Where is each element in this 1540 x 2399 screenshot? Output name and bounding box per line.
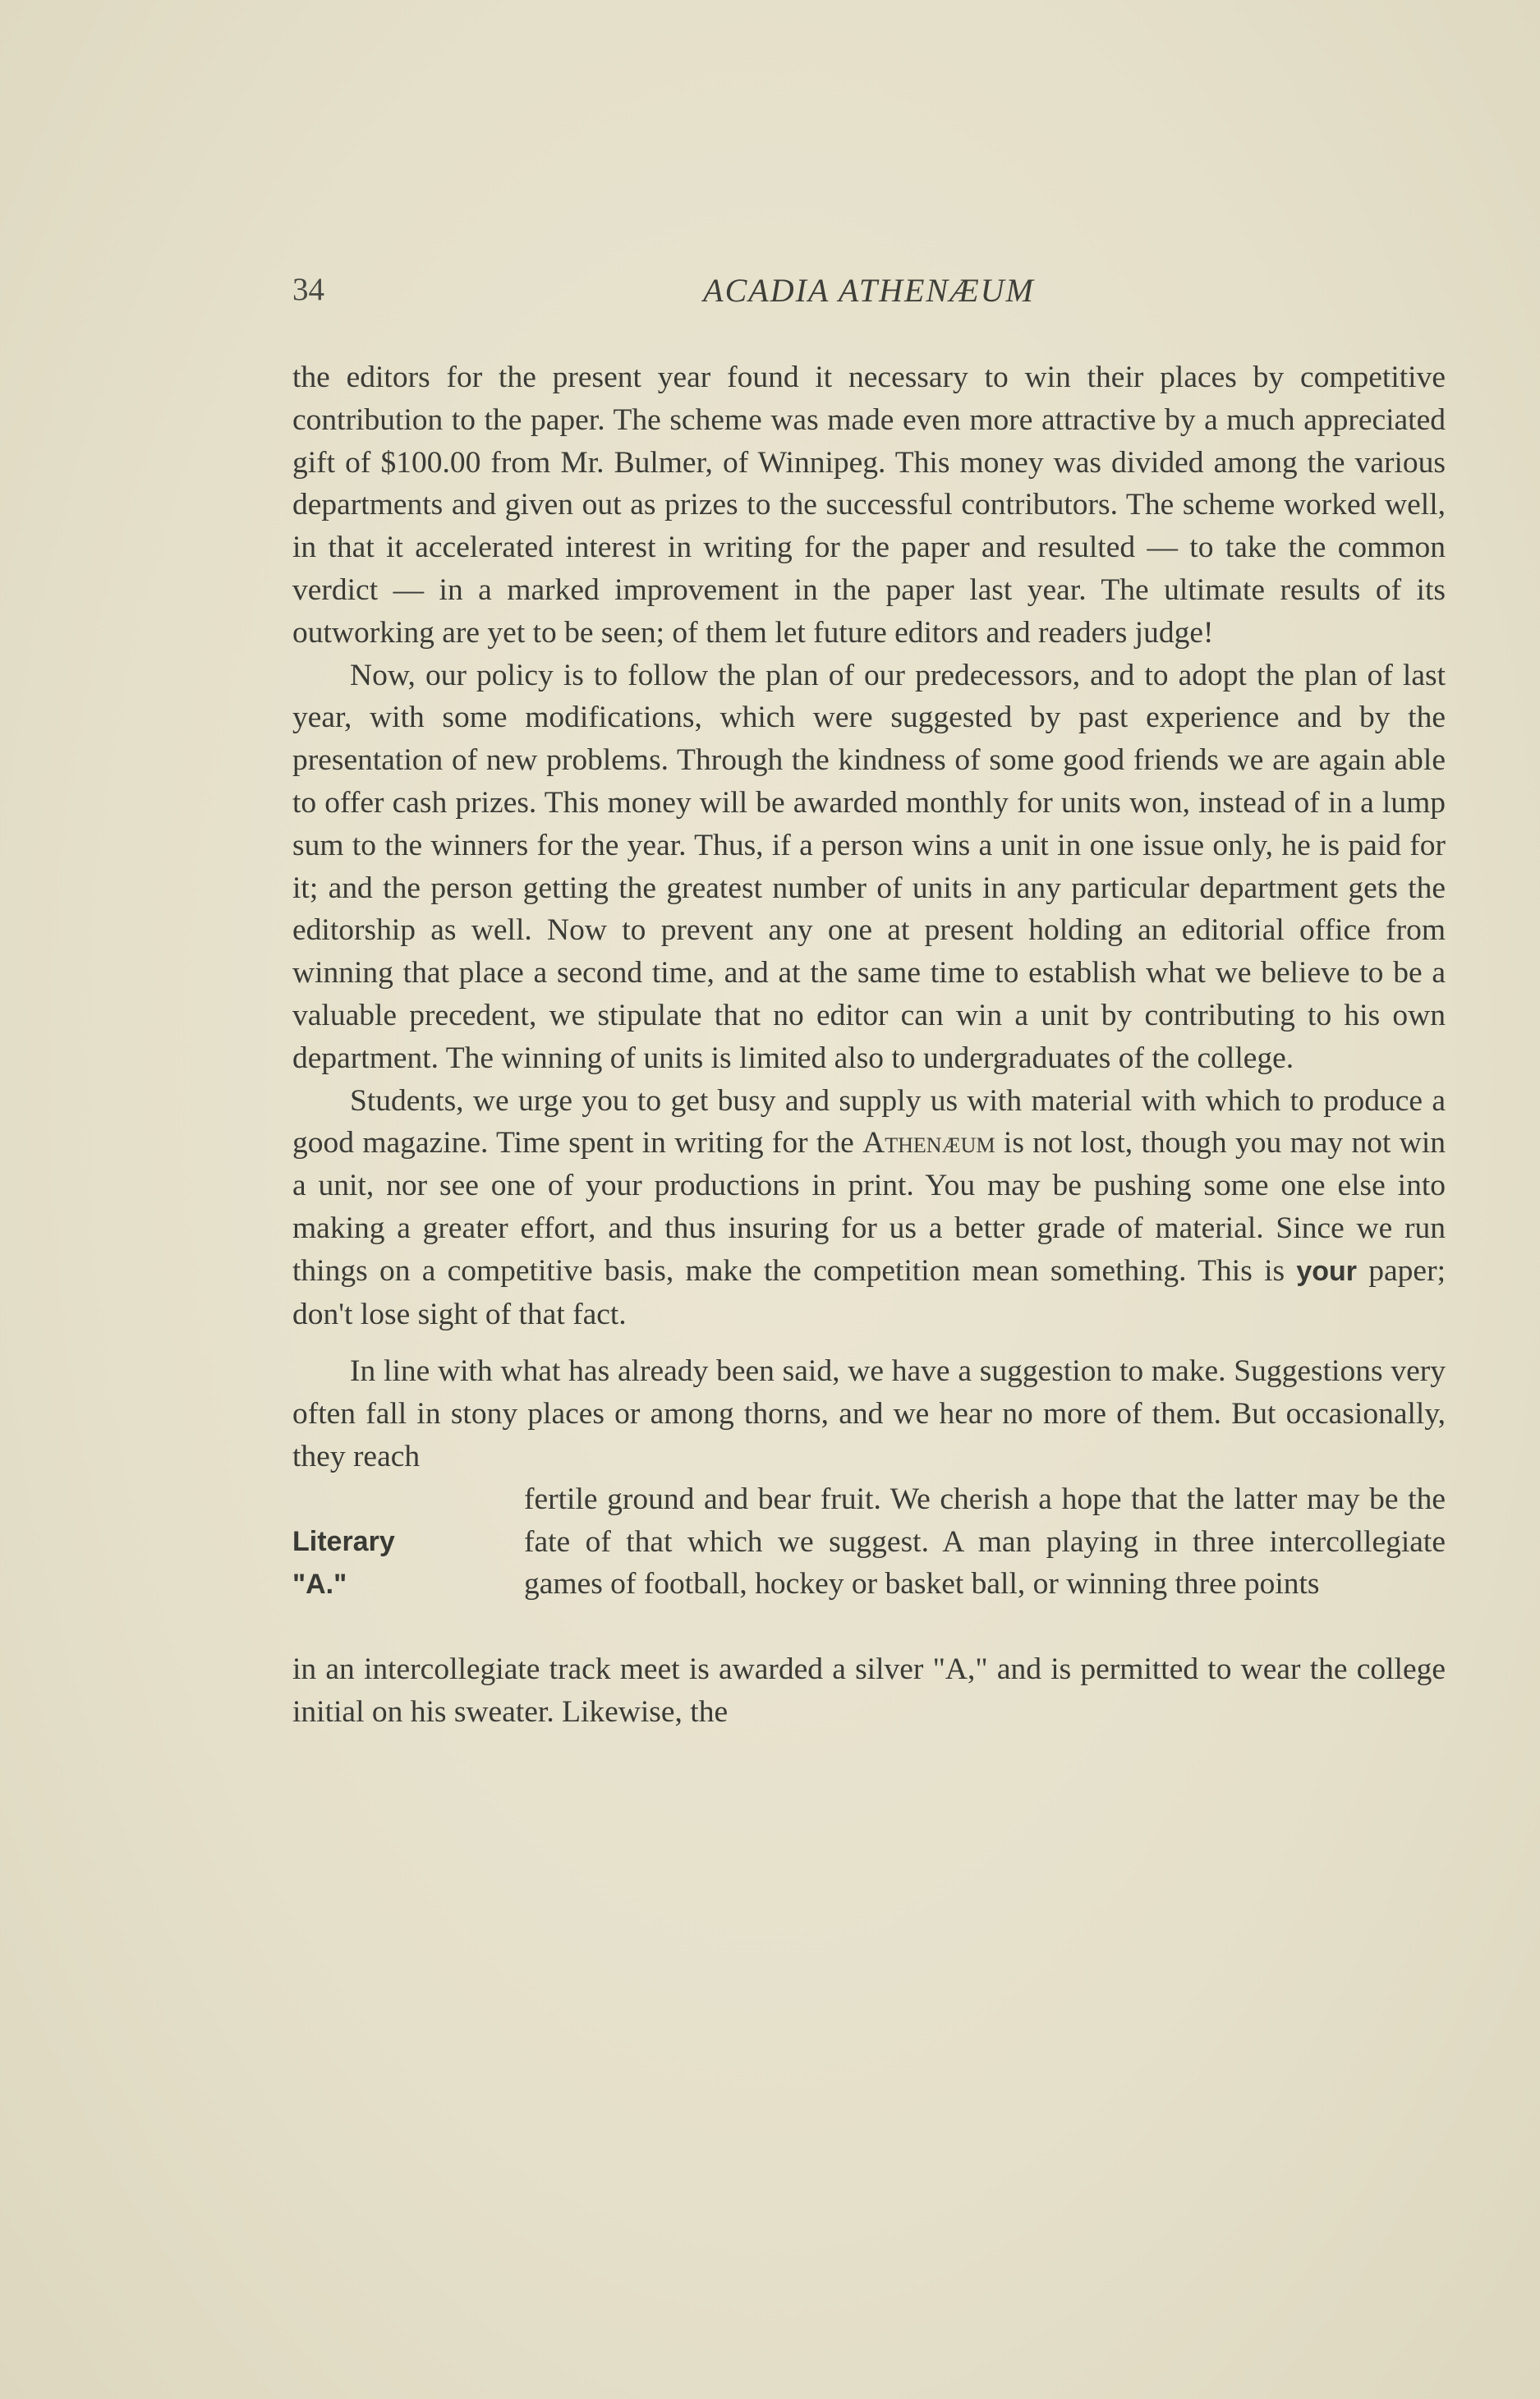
paragraph-1: the editors for the present year found it necessary to win their places by competitive contribution to the paper. The scheme was made even more attractive by a much appreciated gift of $100.00 from Mr. Bulmer, of Winnipeg. This money was divided among the various departments and given out as prizes to the successful contributors. The scheme worked well, in that it accelerated interest in writing for the paper and resulted — to take the common verdict — in a marked improvement in the paper last year. The ultimate results of its outworking are yet to be seen; of them let future editors and readers judge! xyxy=(292,361,1446,650)
paragraph-4: In line with what has already been said, we have a suggestion to make. Suggestions very often fall in stony places or among thorns, and we hear no more of them. But occasionally, they reach xyxy=(292,1354,1446,1473)
paragraph-5: in an intercollegiate track meet is awarded a silver "A," and is permitted to wear the college initial on his sweater. Likewise, the xyxy=(292,1652,1446,1729)
sidenote-text xyxy=(524,1478,1446,1606)
running-head: ACADIA ATHENÆUM xyxy=(703,272,1035,309)
body-text xyxy=(292,356,1446,1733)
journal-name-smallcaps: Athenæum xyxy=(862,1126,995,1160)
page-header xyxy=(292,271,1446,312)
paragraph-3-part-1: Students, we urge you to get busy and supply us with material with which to produce a good magazine. Time spent in writing for the xyxy=(292,1083,1446,1160)
paragraph-3-part-2: is not lost, though you may not win a unit, nor see one of your productions in print. You may be pushing some one else into making a greater effort, and thus insuring for us a better grade of material. Since we run things on a competitive basis, make the competition mean something. This is xyxy=(292,1126,1446,1288)
sidenote-section xyxy=(292,1478,1446,1648)
paragraph-3-part-3: paper; don't lose sight of that fact. xyxy=(292,1253,1446,1331)
side-heading-line-1: Literary xyxy=(292,1525,395,1557)
side-heading-line-2: "A." xyxy=(292,1568,347,1600)
paragraph-2: Now, our policy is to follow the plan of our predecessors, and to adopt the plan of last year, with some modifications, which were suggested by past experience and by the presentation of new problems. Through the kindness of some good friends we are again able to offer cash prizes. This money will be awarded monthly for units won, instead of in a lump sum to the winners for the year. Thus, if a person wins a unit in one issue only, he is paid for it; and the person getting the greatest number of units in any particular department gets the editorship as well. Now to prevent any one at present holding an editorial office from winning that place a second time, and at the same time to establish what we believe to be a valuable precedent, we stipulate that no editor can win a unit by contributing to his own department. The winning of units is limited also to undergraduates of the college. xyxy=(292,658,1446,1075)
page-number: 34 xyxy=(292,272,324,307)
paragraph-3 xyxy=(292,1080,1446,1336)
sidenote-paragraph: fertile ground and bear fruit. We cherish a hope that the latter may be the fate of that which we suggest. A man playing in three intercollegiate games of football, hockey or basket ball, or winning three points xyxy=(524,1482,1446,1602)
side-heading xyxy=(292,1521,395,1606)
emphasis-your: your xyxy=(1296,1255,1358,1287)
